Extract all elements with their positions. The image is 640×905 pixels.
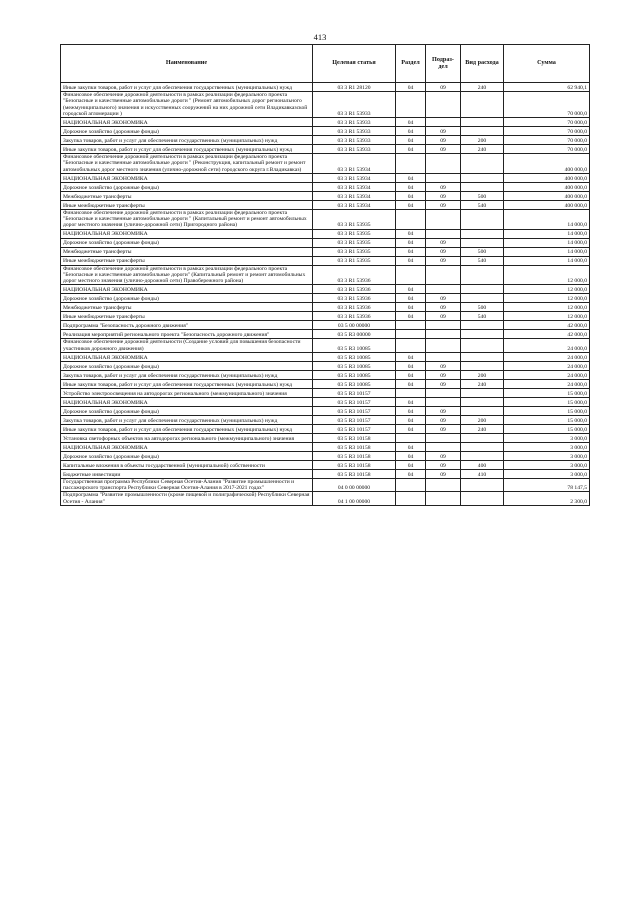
row-name: Межбюджетные трансферты [61, 303, 313, 312]
table-header-row [61, 45, 590, 83]
row-code: 03 3 R1 53933 [313, 136, 396, 145]
table-row [61, 406, 590, 415]
row-name: Межбюджетные трансферты [61, 247, 313, 256]
row-name: Иные закупки товаров, работ и услуг для обеспечения государственных (муниципальных) нужд [61, 424, 313, 433]
row-section [396, 321, 426, 330]
row-sum: 70 000,0 [504, 127, 590, 136]
row-sum: 3 000,0 [504, 433, 590, 442]
row-subsection: 09 [426, 469, 461, 478]
row-code: 04 1 00 00000 [313, 492, 396, 506]
table-row [61, 191, 590, 200]
row-sum: 12 000,0 [504, 303, 590, 312]
table-row [61, 256, 590, 265]
header-section: Раздел [396, 45, 426, 83]
row-expense [461, 154, 504, 174]
row-section: 04 [396, 118, 426, 127]
row-code: 03 3 R1 53936 [313, 285, 396, 294]
row-expense: 240 [461, 424, 504, 433]
row-expense: 240 [461, 379, 504, 388]
row-name: Финансовое обеспечение дорожной деятельности в рамках реализации федерального проекта "Безопасные и качественные автомобильные дороги " (Ремонт автомобильных дорог регионального (межмуниципального) значения и искусственных сооружений на них дорожной сети Владикавказской городской агломерации ) [61, 92, 313, 118]
row-expense [461, 352, 504, 361]
row-section [396, 388, 426, 397]
row-sum: 70 000,0 [504, 92, 590, 118]
row-subsection [426, 397, 461, 406]
row-code: 03 5 R3 10085 [313, 361, 396, 370]
row-section: 04 [396, 303, 426, 312]
row-subsection: 09 [426, 145, 461, 154]
row-code: 03 5 R3 10085 [313, 339, 396, 353]
row-expense [461, 265, 504, 285]
row-section: 04 [396, 379, 426, 388]
row-section: 04 [396, 83, 426, 92]
row-code: 03 3 R1 53936 [313, 265, 396, 285]
row-subsection [426, 229, 461, 238]
row-sum: 14 000,0 [504, 256, 590, 265]
row-code: 03 3 R1 53935 [313, 209, 396, 229]
row-code: 03 3 R1 53936 [313, 303, 396, 312]
row-subsection [426, 285, 461, 294]
table-row [61, 330, 590, 339]
row-sum: 400 000,0 [504, 191, 590, 200]
row-sum: 3 000,0 [504, 460, 590, 469]
row-section [396, 265, 426, 285]
row-sum: 15 000,0 [504, 424, 590, 433]
row-sum: 42 000,0 [504, 321, 590, 330]
row-sum: 15 000,0 [504, 415, 590, 424]
table-row [61, 321, 590, 330]
row-subsection: 09 [426, 312, 461, 321]
row-code: 03 5 R3 10158 [313, 469, 396, 478]
row-code: 03 5 R3 10085 [313, 379, 396, 388]
row-subsection [426, 330, 461, 339]
row-code: 03 3 R1 53934 [313, 200, 396, 209]
row-code: 03 5 R3 00000 [313, 330, 396, 339]
row-subsection [426, 265, 461, 285]
row-subsection: 09 [426, 256, 461, 265]
row-sum: 400 000,0 [504, 154, 590, 174]
row-subsection [426, 173, 461, 182]
row-subsection [426, 339, 461, 353]
table-body [61, 83, 590, 506]
row-sum: 14 000,0 [504, 247, 590, 256]
table-row [61, 83, 590, 92]
table-row [61, 285, 590, 294]
row-name: Закупка товаров, работ и услуг для обеспечения государственных (муниципальных) нужд [61, 136, 313, 145]
table-row [61, 478, 590, 492]
table-row [61, 492, 590, 506]
table-row [61, 182, 590, 191]
row-expense: 500 [461, 247, 504, 256]
row-code: 03 5 00 00000 [313, 321, 396, 330]
row-sum: 62 940,1 [504, 83, 590, 92]
table-row [61, 415, 590, 424]
row-subsection: 09 [426, 379, 461, 388]
row-name: НАЦИОНАЛЬНАЯ ЭКОНОМИКА [61, 118, 313, 127]
row-subsection: 09 [426, 83, 461, 92]
row-expense [461, 330, 504, 339]
row-expense: 200 [461, 415, 504, 424]
row-sum: 70 000,0 [504, 145, 590, 154]
row-subsection: 09 [426, 415, 461, 424]
row-sum: 15 000,0 [504, 397, 590, 406]
row-expense [461, 127, 504, 136]
row-section: 04 [396, 127, 426, 136]
row-section: 04 [396, 442, 426, 451]
row-section: 04 [396, 136, 426, 145]
row-sum: 400 000,0 [504, 200, 590, 209]
table-row [61, 127, 590, 136]
row-subsection: 09 [426, 127, 461, 136]
row-expense: 400 [461, 460, 504, 469]
row-expense [461, 321, 504, 330]
table-row [61, 136, 590, 145]
row-name: Подпрограмма "Безопасность дорожного движения" [61, 321, 313, 330]
row-subsection [426, 478, 461, 492]
row-name: Иные межбюджетные трансферты [61, 312, 313, 321]
row-subsection [426, 154, 461, 174]
row-expense [461, 294, 504, 303]
row-name: Финансовое обеспечение дорожной деятельности в рамках реализации федерального проекта "Безопасные и качественные автомобильные дороги " (Капитальный ремонт и ремонт автомобильных дорог местного значения (улично-дорожной сети) Пригородного района) [61, 209, 313, 229]
table-row [61, 424, 590, 433]
row-code: 03 3 R1 28120 [313, 83, 396, 92]
row-subsection: 09 [426, 460, 461, 469]
row-code: 03 3 R1 53934 [313, 154, 396, 174]
row-section [396, 154, 426, 174]
row-code: 03 3 R1 53933 [313, 127, 396, 136]
row-code: 03 3 R1 53933 [313, 118, 396, 127]
row-code: 03 3 R1 53935 [313, 238, 396, 247]
row-sum: 70 000,0 [504, 136, 590, 145]
row-sum: 12 000,0 [504, 265, 590, 285]
row-expense [461, 229, 504, 238]
row-name: Дорожное хозяйство (дорожные фонды) [61, 127, 313, 136]
row-name: НАЦИОНАЛЬНАЯ ЭКОНОМИКА [61, 397, 313, 406]
row-section: 04 [396, 406, 426, 415]
table-row [61, 442, 590, 451]
row-section: 04 [396, 173, 426, 182]
row-subsection [426, 92, 461, 118]
row-expense: 200 [461, 370, 504, 379]
row-subsection [426, 209, 461, 229]
row-name: Установка светофорных объектов на автодорогах регионального (межмуниципального) значения [61, 433, 313, 442]
row-subsection: 09 [426, 303, 461, 312]
header-code: Целевая статья [313, 45, 396, 83]
row-code: 03 3 R1 53934 [313, 191, 396, 200]
table-row [61, 339, 590, 353]
row-name: Иные закупки товаров, работ и услуг для обеспечения государственных (муниципальных) нужд [61, 83, 313, 92]
row-section [396, 433, 426, 442]
row-section [396, 92, 426, 118]
row-expense: 240 [461, 145, 504, 154]
row-section: 04 [396, 247, 426, 256]
header-expense: Вид расхода [461, 45, 504, 83]
table-row [61, 154, 590, 174]
row-name: Межбюджетные трансферты [61, 191, 313, 200]
row-name: Дорожное хозяйство (дорожные фонды) [61, 294, 313, 303]
row-code: 03 5 R3 10158 [313, 460, 396, 469]
row-expense: 200 [461, 136, 504, 145]
row-expense [461, 92, 504, 118]
row-name: Реализация мероприятий регионального проекта "Безопасность дорожного движения" [61, 330, 313, 339]
row-expense: 410 [461, 469, 504, 478]
table-row [61, 238, 590, 247]
row-name: Капитальные вложения в объекты государственной (муниципальной) собственности [61, 460, 313, 469]
row-section: 04 [396, 191, 426, 200]
row-name: НАЦИОНАЛЬНАЯ ЭКОНОМИКА [61, 285, 313, 294]
row-code: 03 5 R3 10158 [313, 442, 396, 451]
row-subsection: 09 [426, 406, 461, 415]
row-code: 03 3 R1 53934 [313, 182, 396, 191]
row-subsection: 09 [426, 370, 461, 379]
row-code: 03 5 R3 10157 [313, 424, 396, 433]
row-name: Финансовое обеспечение дорожной деятельности (Создание условий для повышения безопасности участников дорожного движения) [61, 339, 313, 353]
row-subsection: 09 [426, 294, 461, 303]
table-row [61, 433, 590, 442]
row-subsection: 09 [426, 361, 461, 370]
row-code: 03 3 R1 53933 [313, 145, 396, 154]
row-section: 04 [396, 460, 426, 469]
row-name: НАЦИОНАЛЬНАЯ ЭКОНОМИКА [61, 442, 313, 451]
row-subsection [426, 492, 461, 506]
table-row [61, 379, 590, 388]
row-section: 04 [396, 469, 426, 478]
row-section [396, 339, 426, 353]
row-section: 04 [396, 182, 426, 191]
row-code: 03 5 R3 10157 [313, 415, 396, 424]
row-name: Финансовое обеспечение дорожной деятельности в рамках реализации федерального проекта "Безопасные и качественные автомобильные дороги " (Реконструкция, капитальный ремонт и ремонт автомобильных дорог местного значения (улично-дорожной сети) городского округа г.Владикавказ) [61, 154, 313, 174]
row-expense: 240 [461, 83, 504, 92]
table-row [61, 92, 590, 118]
table-row [61, 388, 590, 397]
row-expense [461, 397, 504, 406]
row-sum: 3 000,0 [504, 442, 590, 451]
table-row [61, 460, 590, 469]
row-name: Иные межбюджетные трансферты [61, 200, 313, 209]
table-row [61, 118, 590, 127]
row-subsection [426, 442, 461, 451]
row-code: 03 5 R3 10085 [313, 370, 396, 379]
row-sum: 15 000,0 [504, 388, 590, 397]
row-section [396, 209, 426, 229]
row-section: 04 [396, 145, 426, 154]
row-code: 03 3 R1 53935 [313, 247, 396, 256]
row-code: 03 3 R1 53935 [313, 229, 396, 238]
row-sum: 15 000,0 [504, 406, 590, 415]
row-sum: 24 000,0 [504, 352, 590, 361]
row-sum: 2 300,0 [504, 492, 590, 506]
row-expense [461, 406, 504, 415]
row-sum: 12 000,0 [504, 312, 590, 321]
row-expense: 500 [461, 191, 504, 200]
table-row [61, 303, 590, 312]
row-expense [461, 285, 504, 294]
row-sum: 70 000,0 [504, 118, 590, 127]
table-row [61, 312, 590, 321]
row-section: 04 [396, 294, 426, 303]
row-subsection: 09 [426, 424, 461, 433]
row-subsection [426, 118, 461, 127]
row-section [396, 330, 426, 339]
row-expense: 500 [461, 303, 504, 312]
row-code: 03 3 R1 53936 [313, 294, 396, 303]
row-expense: 540 [461, 312, 504, 321]
row-name: НАЦИОНАЛЬНАЯ ЭКОНОМИКА [61, 352, 313, 361]
row-expense [461, 492, 504, 506]
row-name: НАЦИОНАЛЬНАЯ ЭКОНОМИКА [61, 229, 313, 238]
row-section: 04 [396, 415, 426, 424]
row-subsection [426, 433, 461, 442]
row-code: 03 5 R3 10157 [313, 388, 396, 397]
row-sum: 3 000,0 [504, 469, 590, 478]
row-section [396, 478, 426, 492]
table-row [61, 265, 590, 285]
row-section: 04 [396, 256, 426, 265]
row-section: 04 [396, 352, 426, 361]
row-subsection: 09 [426, 238, 461, 247]
row-expense [461, 238, 504, 247]
table-row [61, 247, 590, 256]
row-sum: 78 147,5 [504, 478, 590, 492]
row-expense [461, 388, 504, 397]
row-code: 03 5 R3 10085 [313, 352, 396, 361]
row-code: 03 3 R1 53934 [313, 173, 396, 182]
row-sum: 400 000,0 [504, 173, 590, 182]
row-expense [461, 182, 504, 191]
table-row [61, 397, 590, 406]
row-code: 03 3 R1 53935 [313, 256, 396, 265]
row-name: Финансовое обеспечение дорожной деятельности в рамках реализации федерального проекта "Безопасные и качественные автомобильные дороги" (Капитальный ремонт и ремонт автомобильных дорог местного значения (улично-дорожной сети) Правобережного района) [61, 265, 313, 285]
row-sum: 400 000,0 [504, 182, 590, 191]
row-code: 03 3 R1 53933 [313, 92, 396, 118]
row-subsection: 09 [426, 136, 461, 145]
row-sum: 14 000,0 [504, 209, 590, 229]
row-sum: 24 000,0 [504, 361, 590, 370]
row-section: 04 [396, 451, 426, 460]
row-subsection: 09 [426, 200, 461, 209]
row-subsection: 09 [426, 451, 461, 460]
row-name: Бюджетные инвестиции [61, 469, 313, 478]
row-sum: 12 000,0 [504, 285, 590, 294]
page-number: 413 [313, 32, 327, 42]
row-section [396, 492, 426, 506]
header-subsection: Подраз-дел [426, 45, 461, 83]
row-code: 04 0 00 00000 [313, 478, 396, 492]
row-expense [461, 361, 504, 370]
header-name: Наименование [61, 45, 313, 83]
row-name: Дорожное хозяйство (дорожные фонды) [61, 451, 313, 460]
table-row [61, 352, 590, 361]
row-name: НАЦИОНАЛЬНАЯ ЭКОНОМИКА [61, 173, 313, 182]
header-sum: Сумма [504, 45, 590, 83]
row-expense [461, 209, 504, 229]
table-row [61, 361, 590, 370]
row-sum: 14 000,0 [504, 229, 590, 238]
row-sum: 3 000,0 [504, 451, 590, 460]
row-code: 03 3 R1 53936 [313, 312, 396, 321]
row-name: Иные закупки товаров, работ и услуг для обеспечения государственных (муниципальных) нужд [61, 379, 313, 388]
row-subsection [426, 388, 461, 397]
row-name: Устройство электроосвещения на автодорогах регионального (межмуниципального) значения [61, 388, 313, 397]
row-expense [461, 339, 504, 353]
row-name: Подпрограмма "Развитие промышленности (кроме пищевой и полиграфической) Республики Северная Осетия - Алания" [61, 492, 313, 506]
row-name: Дорожное хозяйство (дорожные фонды) [61, 361, 313, 370]
row-name: Закупка товаров, работ и услуг для обеспечения государственных (муниципальных) нужд [61, 415, 313, 424]
table-row [61, 145, 590, 154]
row-expense [461, 118, 504, 127]
row-expense: 540 [461, 256, 504, 265]
table-row [61, 209, 590, 229]
row-sum: 14 000,0 [504, 238, 590, 247]
row-section: 04 [396, 200, 426, 209]
row-subsection: 09 [426, 191, 461, 200]
row-sum: 24 000,0 [504, 339, 590, 353]
row-subsection: 09 [426, 247, 461, 256]
row-sum: 24 000,0 [504, 379, 590, 388]
row-subsection [426, 321, 461, 330]
row-code: 03 5 R3 10158 [313, 451, 396, 460]
budget-table [60, 44, 590, 506]
row-name: Дорожное хозяйство (дорожные фонды) [61, 406, 313, 415]
row-section: 04 [396, 229, 426, 238]
row-section: 04 [396, 397, 426, 406]
table-row [61, 294, 590, 303]
row-sum: 12 000,0 [504, 294, 590, 303]
row-expense [461, 451, 504, 460]
row-name: Закупка товаров, работ и услуг для обеспечения государственных (муниципальных) нужд [61, 370, 313, 379]
row-expense [461, 442, 504, 451]
row-code: 03 5 R3 10157 [313, 406, 396, 415]
row-section: 04 [396, 361, 426, 370]
table-row [61, 370, 590, 379]
row-section: 04 [396, 424, 426, 433]
row-section: 04 [396, 238, 426, 247]
row-expense [461, 173, 504, 182]
table-row [61, 200, 590, 209]
table-row [61, 229, 590, 238]
row-expense [461, 433, 504, 442]
row-name: Иные закупки товаров, работ и услуг для обеспечения государственных (муниципальных) нужд [61, 145, 313, 154]
row-name: Государственная программа Республики Северная Осетия-Алания "Развитие промышленности и пассажирского транспорта Республики Северная Осетия-Алания в 2017-2021 годах" [61, 478, 313, 492]
table-row [61, 469, 590, 478]
row-section: 04 [396, 285, 426, 294]
row-section: 04 [396, 370, 426, 379]
row-expense [461, 478, 504, 492]
row-code: 03 5 R3 10158 [313, 433, 396, 442]
row-sum: 24 000,0 [504, 370, 590, 379]
row-sum: 42 000,0 [504, 330, 590, 339]
row-code: 03 5 R3 10157 [313, 397, 396, 406]
row-subsection [426, 352, 461, 361]
row-name: Дорожное хозяйство (дорожные фонды) [61, 238, 313, 247]
table-row [61, 173, 590, 182]
table-row [61, 451, 590, 460]
row-section: 04 [396, 312, 426, 321]
row-subsection: 09 [426, 182, 461, 191]
row-expense: 540 [461, 200, 504, 209]
row-name: Иные межбюджетные трансферты [61, 256, 313, 265]
row-name: Дорожное хозяйство (дорожные фонды) [61, 182, 313, 191]
